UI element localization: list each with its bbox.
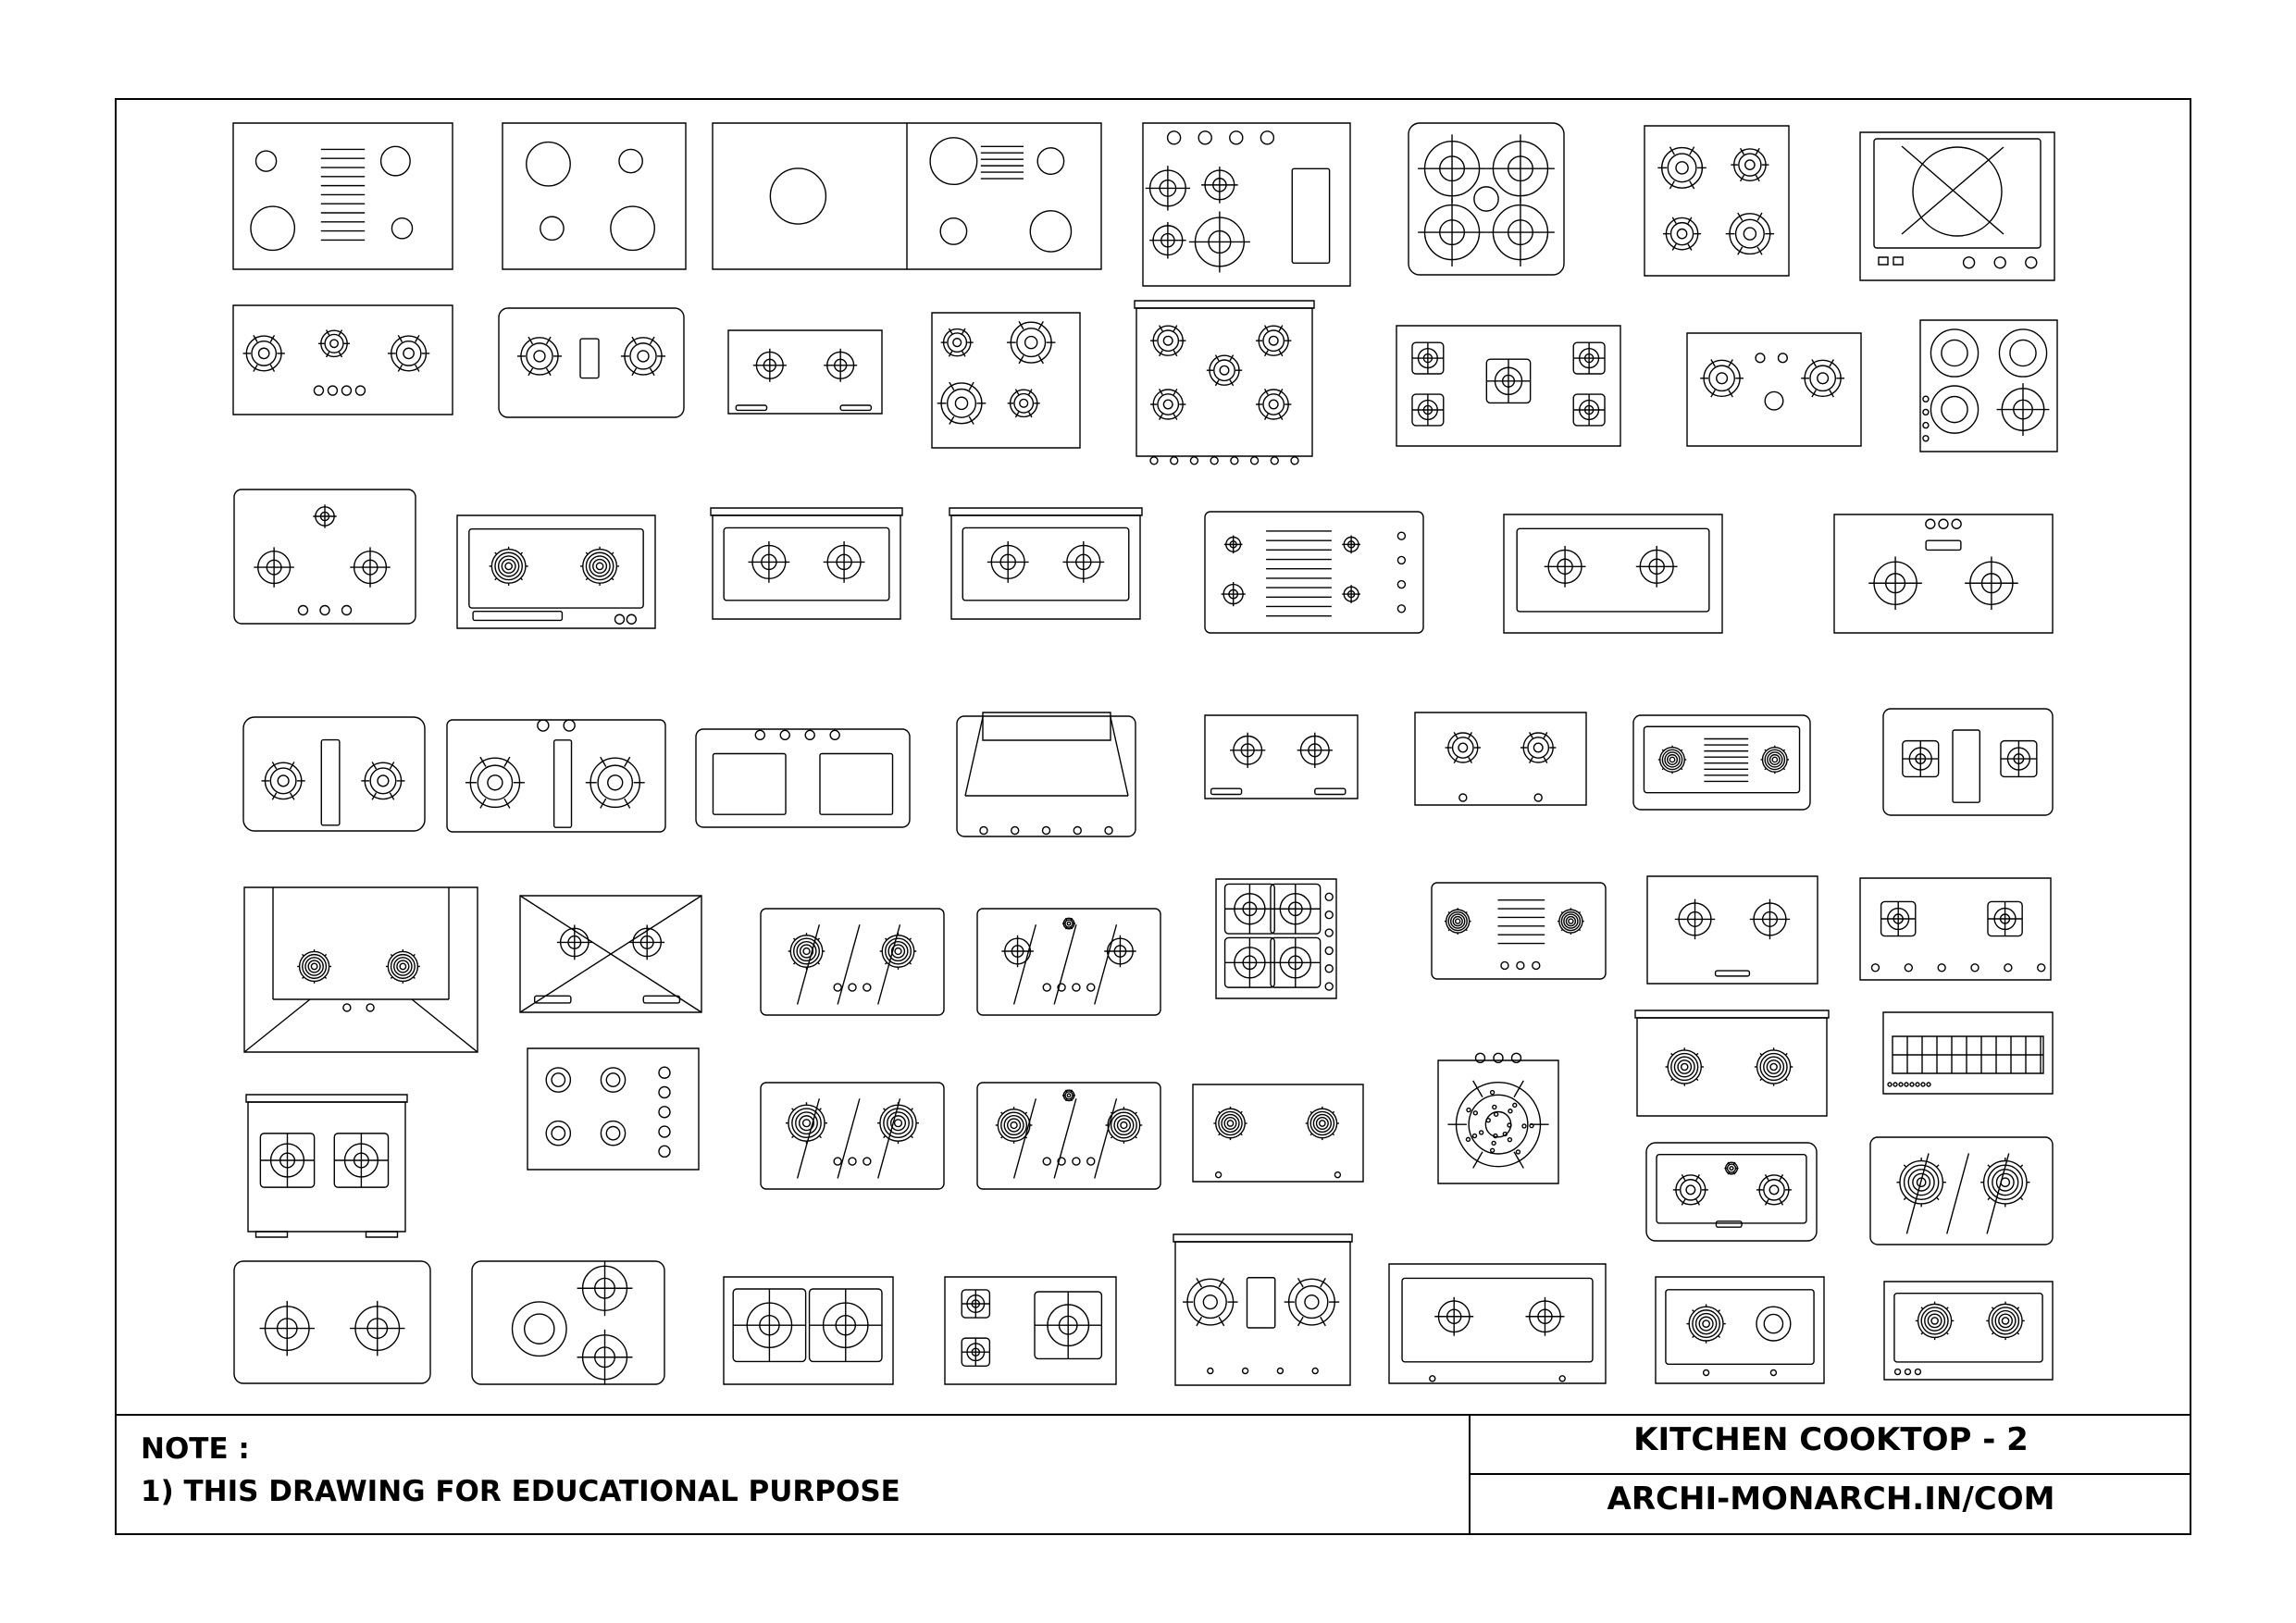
note-line: 1) THIS DRAWING FOR EDUCATIONAL PURPOSE (141, 1475, 900, 1508)
cooktop-r2-6 (1396, 326, 1620, 446)
cooktop-r4-4 (957, 712, 1136, 836)
cooktop-r4-2 (447, 720, 665, 832)
cooktop-r7-2 (1646, 1143, 1817, 1241)
cooktop-r3-3 (711, 508, 902, 619)
cooktop-r3-2 (457, 515, 655, 628)
cooktop-r6-2 (761, 1083, 944, 1189)
cooktop-r4-3 (696, 729, 910, 827)
cooktop-r4-1 (243, 717, 425, 831)
cooktop-r5-4 (977, 909, 1160, 1015)
cooktop-r2-3 (728, 330, 882, 414)
cooktop-r1-2 (503, 123, 686, 269)
cooktop-r1-3 (713, 123, 1101, 269)
cooktop-r1-5 (1409, 123, 1564, 275)
cooktop-r1-4 (1143, 123, 1350, 286)
cooktop-r2-8 (1920, 320, 2057, 452)
cooktop-r6-1 (527, 1048, 699, 1170)
cooktop-r4-7 (1633, 715, 1810, 810)
cooktop-r3-6 (1504, 514, 1722, 633)
cooktop-r1-7 (1860, 132, 2054, 280)
cooktop-r6-5 (1438, 1053, 1558, 1183)
cooktop-r1-1 (233, 123, 453, 269)
website-label: ARCHI-MONARCH.IN/COM (1607, 1481, 2055, 1518)
cooktop-r3-1 (234, 489, 416, 624)
cooktop-r7-3 (1870, 1137, 2053, 1245)
cooktop-r8-8 (1884, 1282, 2053, 1380)
note-heading: NOTE : (141, 1432, 250, 1466)
cooktop-r8-7 (1656, 1277, 1824, 1383)
drawing-title: KITCHEN COOKTOP - 2 (1633, 1421, 2029, 1458)
cooktop-r2-1 (233, 305, 453, 415)
cooktop-r5-3 (761, 909, 944, 1015)
cooktop-r6-7 (1883, 1012, 2053, 1094)
cooktop-r3-5 (1205, 512, 1423, 633)
cooktop-r2-2 (499, 308, 684, 417)
cooktop-r6-6 (1635, 1010, 1829, 1116)
cooktop-r5-2 (520, 896, 701, 1012)
cooktop-r8-6 (1389, 1264, 1606, 1383)
cooktop-r5-8 (1860, 878, 2051, 980)
cooktop-r6-4 (1193, 1084, 1363, 1182)
cooktop-r2-7 (1687, 333, 1861, 446)
cooktop-r6-3 (977, 1083, 1160, 1189)
cooktop-r4-6 (1415, 712, 1586, 805)
cooktop-r4-8 (1883, 709, 2053, 815)
cooktop-r8-1 (234, 1261, 430, 1383)
cooktop-r8-3 (724, 1277, 893, 1384)
cooktop-r7-1 (246, 1095, 407, 1237)
cooktop-r2-4 (932, 313, 1080, 448)
cooktop-r5-6 (1432, 883, 1606, 979)
cooktop-r8-4 (945, 1277, 1116, 1384)
cooktop-r8-2 (472, 1260, 664, 1384)
cooktop-r2-5 (1135, 301, 1314, 465)
cooktop-r4-5 (1205, 715, 1358, 799)
cooktop-r3-7 (1834, 514, 2053, 633)
cooktop-r5-1 (244, 887, 478, 1052)
cooktop-r1-6 (1644, 126, 1789, 276)
cooktop-r8-5 (1173, 1234, 1352, 1385)
cooktop-r5-7 (1647, 876, 1818, 984)
cooktop-r5-5 (1216, 879, 1336, 998)
cooktop-r3-4 (949, 508, 1142, 619)
